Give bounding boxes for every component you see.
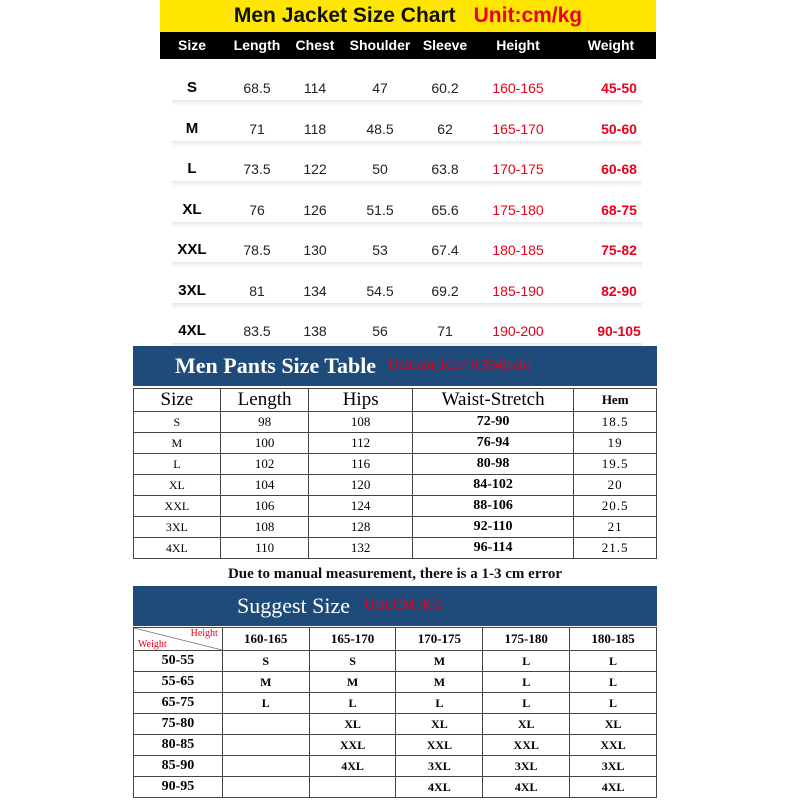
jacket-cell-sleeve: 63.8 [431, 161, 459, 177]
suggest-height-header: 165-170 [309, 628, 396, 651]
pants-cell-length: 100 [220, 433, 309, 454]
suggest-size-cell: XXL [309, 735, 396, 756]
jacket-cell-sleeve: 71 [437, 323, 453, 339]
jacket-row [160, 313, 656, 349]
pants-row [134, 517, 657, 538]
pants-cell-waist: 92-110 [412, 517, 574, 538]
jacket-unit: Unit:cm/kg [473, 4, 583, 27]
suggest-size-cell: L [483, 651, 570, 672]
suggest-size-table [133, 627, 657, 798]
jacket-cell-size: 3XL [178, 281, 206, 299]
pants-cell-length: 106 [220, 496, 309, 517]
pants-cell-length: 108 [220, 517, 309, 538]
jacket-row [160, 151, 656, 187]
jacket-row [160, 70, 656, 106]
pants-cell-hips: 128 [309, 517, 412, 538]
jacket-cell-sleeve: 62 [437, 120, 453, 137]
jacket-cell-height: 180-185 [492, 242, 544, 258]
pants-banner [133, 346, 657, 386]
jacket-cell-length: 83.5 [243, 323, 271, 339]
suggest-size-cell: L [222, 693, 309, 714]
suggest-size-cell: L [483, 693, 570, 714]
jacket-cell-weight: 45-50 [601, 80, 637, 96]
pants-header-waist-stretch: Waist-Stretch [412, 389, 574, 412]
suggest-size-cell: L [570, 672, 657, 693]
suggest-weight-cell: 65-75 [134, 693, 223, 714]
jacket-cell-length: 81 [249, 282, 265, 299]
pants-cell-size: S [134, 412, 221, 433]
jacket-cell-weight: 68-75 [601, 201, 637, 218]
pants-row [134, 412, 657, 433]
jacket-cell-shoulder: 48.5 [366, 120, 394, 137]
suggest-size-cell: 3XL [570, 756, 657, 777]
corner-diagonal [134, 628, 222, 650]
suggest-size-cell [222, 735, 309, 756]
pants-cell-length: 102 [220, 454, 309, 475]
pants-title: Men Pants Size Table [175, 353, 377, 378]
suggest-size-cell: M [222, 672, 309, 693]
jacket-cell-chest: 130 [303, 242, 327, 258]
pants-cell-length: 104 [220, 475, 309, 496]
pants-cell-hips: 124 [309, 496, 412, 517]
jacket-title-bar [160, 0, 656, 32]
suggest-banner [133, 586, 657, 626]
suggest-size-cell: XXL [570, 735, 657, 756]
suggest-height-header: 170-175 [396, 628, 483, 651]
jacket-cell-height: 160-165 [492, 80, 544, 96]
suggest-size-cell [309, 777, 396, 798]
suggest-row [134, 714, 657, 735]
jacket-header-shoulder: Shoulder [349, 37, 411, 53]
suggest-weight-cell: 50-55 [134, 651, 223, 672]
pants-cell-size: L [134, 454, 221, 475]
pants-cell-waist: 76-94 [412, 433, 574, 454]
jacket-cell-shoulder: 47 [372, 80, 388, 96]
jacket-cell-shoulder: 53 [372, 242, 388, 258]
suggest-size-cell: XXL [396, 735, 483, 756]
pants-cell-size: XXL [134, 496, 221, 517]
pants-cell-size: 3XL [134, 517, 221, 538]
pants-cell-waist: 96-114 [412, 538, 574, 559]
jacket-cell-shoulder: 56 [372, 323, 388, 339]
jacket-cell-height: 185-190 [492, 282, 544, 299]
suggest-weight-cell: 75-80 [134, 714, 223, 735]
suggest-weight-cell: 55-65 [134, 672, 223, 693]
suggest-weight-cell: 80-85 [134, 735, 223, 756]
pants-header-length: Length [220, 389, 309, 412]
suggest-row [134, 651, 657, 672]
pants-cell-length: 110 [220, 538, 309, 559]
jacket-cell-sleeve: 60.2 [431, 80, 459, 96]
suggest-size-cell: L [483, 672, 570, 693]
suggest-size-cell: L [309, 693, 396, 714]
jacket-header-height: Height [496, 37, 540, 53]
jacket-cell-chest: 118 [303, 120, 327, 137]
jacket-cell-chest: 126 [303, 201, 327, 218]
jacket-cell-length: 71 [249, 120, 265, 137]
suggest-size-cell: S [222, 651, 309, 672]
suggest-size-cell [222, 756, 309, 777]
jacket-cell-weight: 50-60 [601, 120, 637, 137]
suggest-size-cell: M [396, 651, 483, 672]
suggest-row [134, 777, 657, 798]
suggest-unit: Unit:CM /KG [364, 598, 443, 613]
pants-cell-size: 4XL [134, 538, 221, 559]
suggest-size-cell: 4XL [309, 756, 396, 777]
suggest-height-header: 160-165 [222, 628, 309, 651]
pants-cell-waist: 80-98 [412, 454, 574, 475]
jacket-row [160, 232, 656, 268]
suggest-row [134, 735, 657, 756]
suggest-height-header: 175-180 [483, 628, 570, 651]
jacket-cell-size: 4XL [178, 322, 206, 339]
suggest-size-cell: 4XL [396, 777, 483, 798]
jacket-header-length: Length [233, 37, 281, 53]
suggest-size-cell: L [570, 651, 657, 672]
jacket-header-chest: Chest [295, 37, 335, 53]
jacket-cell-sleeve: 65.6 [431, 201, 459, 218]
jacket-row [160, 273, 656, 309]
suggest-row [134, 756, 657, 777]
pants-size-table [133, 388, 657, 559]
suggest-size-cell: S [309, 651, 396, 672]
suggest-size-cell: 3XL [396, 756, 483, 777]
suggest-size-cell: XXL [483, 735, 570, 756]
jacket-cell-weight: 60-68 [601, 161, 637, 177]
pants-row [134, 454, 657, 475]
pants-header-hem: Hem [574, 389, 657, 412]
pants-cell-hips: 112 [309, 433, 412, 454]
jacket-header-sleeve: Sleeve [422, 37, 468, 53]
suggest-size-cell: XL [483, 714, 570, 735]
jacket-cell-chest: 122 [303, 161, 327, 177]
jacket-cell-height: 165-170 [492, 120, 544, 137]
pants-cell-hips: 108 [309, 412, 412, 433]
pants-cell-size: XL [134, 475, 221, 496]
jacket-row [160, 192, 656, 228]
suggest-height-header: 180-185 [570, 628, 657, 651]
pants-cell-hem: 20.5 [574, 496, 657, 517]
pants-cell-hem: 21.5 [574, 538, 657, 559]
jacket-cell-height: 175-180 [492, 201, 544, 218]
suggest-row [134, 693, 657, 714]
pants-row [134, 475, 657, 496]
pants-cell-length: 98 [220, 412, 309, 433]
jacket-cell-weight: 75-82 [601, 242, 637, 258]
pants-cell-hips: 120 [309, 475, 412, 496]
jacket-cell-length: 76 [249, 201, 265, 218]
pants-cell-waist: 72-90 [412, 412, 574, 433]
pants-cell-hem: 21 [574, 517, 657, 538]
suggest-size-cell: XL [570, 714, 657, 735]
jacket-cell-chest: 114 [303, 80, 327, 96]
suggest-title: Suggest Size [237, 593, 351, 618]
pants-cell-waist: 88-106 [412, 496, 574, 517]
jacket-cell-chest: 138 [303, 323, 327, 339]
suggest-weight-cell: 85-90 [134, 756, 223, 777]
jacket-cell-sleeve: 69.2 [431, 282, 459, 299]
pants-header-size: Size [134, 389, 221, 412]
suggest-size-cell [222, 777, 309, 798]
jacket-cell-weight: 82-90 [601, 282, 637, 299]
suggest-corner-cell [134, 628, 223, 651]
pants-cell-hem: 19.5 [574, 454, 657, 475]
corner-height-label: Height [190, 628, 218, 639]
jacket-cell-size: XXL [177, 241, 207, 258]
pants-row [134, 538, 657, 559]
jacket-cell-size: L [187, 160, 197, 177]
suggest-size-cell: L [396, 693, 483, 714]
jacket-cell-shoulder: 50 [372, 161, 388, 177]
suggest-size-cell: XL [396, 714, 483, 735]
jacket-cell-weight: 90-105 [597, 323, 641, 339]
suggest-size-cell: XL [309, 714, 396, 735]
jacket-cell-size: XL [182, 200, 202, 218]
jacket-cell-length: 73.5 [243, 161, 271, 177]
jacket-header-weight: Weight [587, 37, 635, 53]
measurement-note: Due to manual measurement, there is a 1-3 cm error [227, 566, 563, 582]
jacket-title: Men Jacket Size Chart [233, 4, 456, 27]
jacket-cell-height: 190-200 [492, 323, 544, 339]
suggest-header-row [134, 628, 657, 651]
suggest-row [134, 672, 657, 693]
jacket-header-size: Size [177, 37, 206, 53]
suggest-size-cell: 4XL [483, 777, 570, 798]
jacket-row [160, 111, 656, 147]
suggest-size-cell: M [309, 672, 396, 693]
pants-header-hips: Hips [309, 389, 412, 412]
jacket-cell-shoulder: 51.5 [366, 201, 394, 218]
jacket-cell-sleeve: 67.4 [431, 242, 459, 258]
pants-row [134, 433, 657, 454]
jacket-cell-size: M [185, 119, 199, 137]
pants-header-row [134, 389, 657, 412]
suggest-size-cell: L [570, 693, 657, 714]
suggest-weight-cell: 90-95 [134, 777, 223, 798]
jacket-cell-length: 68.5 [243, 80, 271, 96]
jacket-cell-chest: 134 [303, 282, 327, 299]
pants-cell-hem: 18.5 [574, 412, 657, 433]
jacket-cell-length: 78.5 [243, 242, 271, 258]
jacket-cell-height: 170-175 [492, 161, 544, 177]
pants-cell-hem: 20 [574, 475, 657, 496]
suggest-size-cell: 3XL [483, 756, 570, 777]
pants-row [134, 496, 657, 517]
pants-cell-hips: 116 [309, 454, 412, 475]
suggest-size-cell: 4XL [570, 777, 657, 798]
pants-cell-hips: 132 [309, 538, 412, 559]
pants-cell-waist: 84-102 [412, 475, 574, 496]
suggest-size-cell [222, 714, 309, 735]
corner-weight-label: Weight [138, 639, 167, 650]
suggest-size-cell: M [396, 672, 483, 693]
jacket-cell-shoulder: 54.5 [366, 282, 394, 299]
pants-cell-hem: 19 [574, 433, 657, 454]
pants-cell-size: M [134, 433, 221, 454]
jacket-cell-size: S [186, 79, 197, 96]
pants-unit: Unit:cm(1cm=0.394inch) [388, 358, 531, 373]
